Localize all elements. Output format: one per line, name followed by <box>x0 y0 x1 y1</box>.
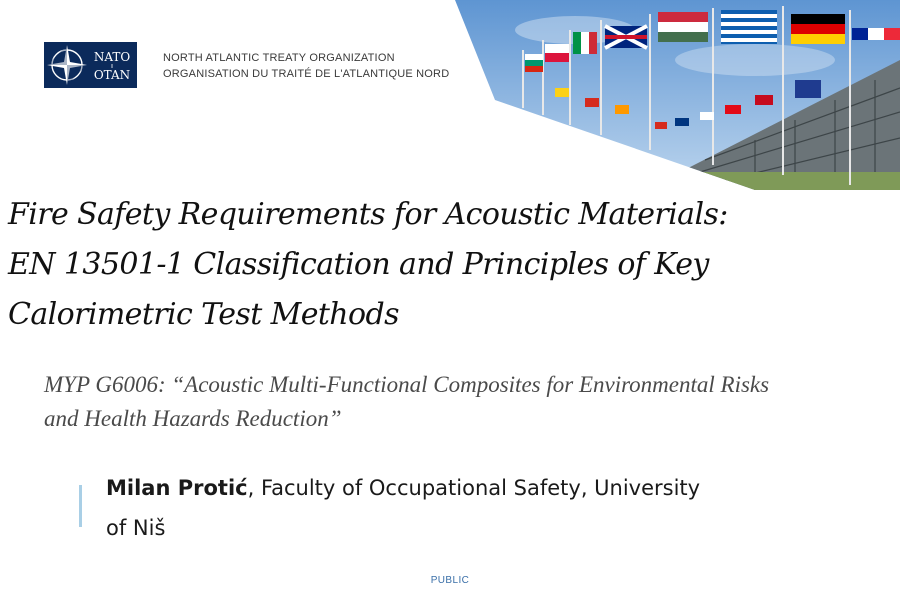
title-line-2: EN 13501-1 Classification and Principles of Key <box>8 247 709 282</box>
author-affiliation: , Faculty of Occupational Safety, University <box>247 476 701 500</box>
subtitle-line-1: MYP G6006: “Acoustic Multi-Functional Composites for Environmental Risks <box>44 372 770 397</box>
subtitle-line-2: and Health Hazards Reduction” <box>44 406 342 431</box>
author-affiliation-continued: of Niš <box>106 516 166 540</box>
project-subtitle <box>44 368 894 436</box>
title-line-3: Calorimetric Test Methods <box>8 297 399 332</box>
author-block <box>106 468 826 548</box>
author-accent-bar <box>79 485 82 527</box>
title-line-1: Fire Safety Requirements for Acoustic Materials: <box>8 197 728 232</box>
logo-line2: OTAN <box>93 68 131 82</box>
org-name-french: ORGANISATION DU TRAITÉ DE L'ATLANTIQUE NORD <box>163 68 450 80</box>
nato-logo <box>44 42 137 88</box>
author-name: Milan Protić <box>106 476 248 500</box>
organization-names <box>163 50 449 82</box>
org-name-english: NORTH ATLANTIC TREATY ORGANIZATION <box>163 52 395 64</box>
classification-label: PUBLIC <box>430 575 470 586</box>
flags-banner-image <box>455 0 900 190</box>
presentation-title <box>8 190 888 340</box>
logo-line1: NATO <box>93 50 131 64</box>
